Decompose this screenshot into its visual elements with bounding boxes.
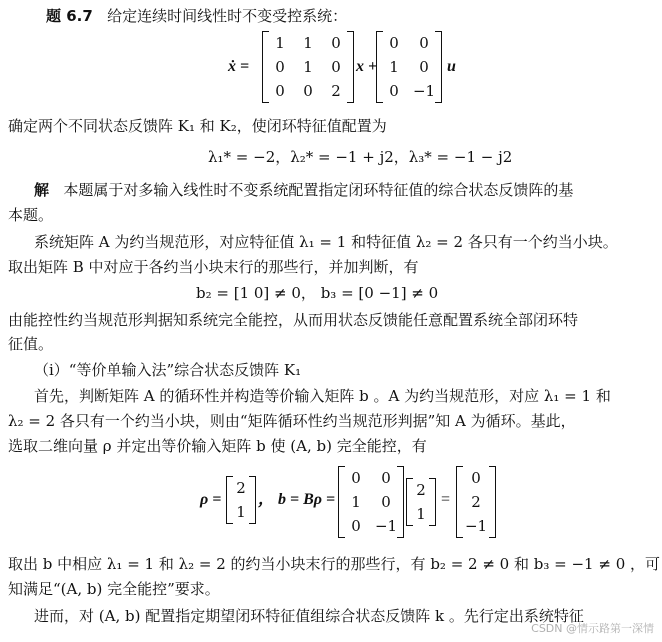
rho-2: 1 xyxy=(236,503,246,521)
para-6: λ₂ = 2 各只有一个约当小块，则由“矩阵循环性约当规范形判据”知 A 为循环。基此， xyxy=(8,412,576,430)
goal-line: 确定两个不同状态反馈阵 K₁ 和 K₂，使闭环特征值配置为 xyxy=(8,117,387,135)
rho-vector-2 xyxy=(406,478,436,526)
rho2-1: 2 xyxy=(416,481,426,499)
rho-1: 2 xyxy=(236,479,246,497)
rho-vector xyxy=(226,476,256,524)
a33: 2 xyxy=(331,82,341,100)
section-i: （i）“等价单输入法”综合状态反馈阵 K₁ xyxy=(34,361,302,379)
bb21: 1 xyxy=(351,493,361,511)
b31: 0 xyxy=(389,82,399,100)
problem-number: 题 6.7 xyxy=(46,7,93,25)
para-10: 进而，对 (A, b) 配置指定期望闭环特征值组综合状态反馈阵 k 。先行定出系统特征 xyxy=(34,607,584,625)
desired-eigenvalues: λ₁* = −2，λ₂* = −1 + j2，λ₃* = −1 − j2 xyxy=(208,148,513,166)
b-rows: b₂ = [1 0] ≠ 0， b₃ = [0 −1] ≠ 0 xyxy=(196,284,439,302)
u-input: u xyxy=(447,58,456,75)
res-3: −1 xyxy=(464,517,488,535)
solution-text-2: 本题。 xyxy=(8,206,54,224)
matrix-B xyxy=(376,31,442,103)
solution-text: 本题属于对多输入线性时不变系统配置指定闭环特征值的综合状态反馈阵的基 xyxy=(63,181,574,199)
solution-head: 解 xyxy=(34,181,50,199)
matrix-A xyxy=(262,31,354,103)
para-9: 知满足“(A, b) 完全能控”要求。 xyxy=(8,580,220,598)
a11: 1 xyxy=(275,34,285,52)
b11: 0 xyxy=(389,34,399,52)
a23: 0 xyxy=(331,58,341,76)
bb11: 0 xyxy=(351,469,361,487)
res-1: 0 xyxy=(471,469,481,487)
rho-lhs: ρ = xyxy=(200,491,222,508)
b-eq: ， b = Bρ = xyxy=(258,491,336,508)
problem-statement: 给定连续时间线性时不变受控系统： xyxy=(107,7,348,25)
a32: 0 xyxy=(303,82,313,100)
bb31: 0 xyxy=(351,517,361,535)
x-plus: x + xyxy=(356,58,378,75)
problem-title xyxy=(46,6,347,26)
b12: 0 xyxy=(419,34,429,52)
para-8: 取出 b 中相应 λ₁ = 1 和 λ₂ = 2 的约当小块末行的那些行，有 b₂ = 2 ≠ 0 和 b₃ = −1 ≠ 0 ，可 xyxy=(8,555,661,573)
rho2-2: 1 xyxy=(416,505,426,523)
xdot-lhs: ẋ = xyxy=(228,58,250,75)
watermark: CSDN @情示路第一深情 xyxy=(531,622,654,635)
para-3: 由能控性约当规范形判据知系统完全能控，从而用状态反馈能任意配置系统全部闭环特 xyxy=(8,311,579,329)
res-2: 2 xyxy=(471,493,481,511)
para-1: 系统矩阵 A 为约当规范形，对应特征值 λ₁ = 1 和特征值 λ₂ = 2 各只有一个约当小块。 xyxy=(34,233,618,251)
result-vector xyxy=(456,466,496,538)
para-5: 首先，判断矩阵 A 的循环性并构造等价输入矩阵 b 。A 为约当规范形，对应 λ₁ = 1 和 xyxy=(34,387,611,405)
b22: 0 xyxy=(419,58,429,76)
a22: 1 xyxy=(303,58,313,76)
para-4: 征值。 xyxy=(8,335,54,353)
matrix-B-2 xyxy=(338,466,404,538)
bb12: 0 xyxy=(381,469,391,487)
bb32: −1 xyxy=(374,517,398,535)
bb22: 0 xyxy=(381,493,391,511)
a31: 0 xyxy=(275,82,285,100)
a13: 0 xyxy=(331,34,341,52)
solution-line xyxy=(34,180,573,200)
a12: 1 xyxy=(303,34,313,52)
para-2: 取出矩阵 B 中对应于各约当小块末行的那些行，并加判断，有 xyxy=(8,258,419,276)
b21: 1 xyxy=(389,58,399,76)
a21: 0 xyxy=(275,58,285,76)
b32: −1 xyxy=(412,82,436,100)
para-7: 选取二维向量 ρ 并定出等价输入矩阵 b 使 (A, b) 完全能控，有 xyxy=(8,437,427,455)
equals: = xyxy=(441,491,451,508)
